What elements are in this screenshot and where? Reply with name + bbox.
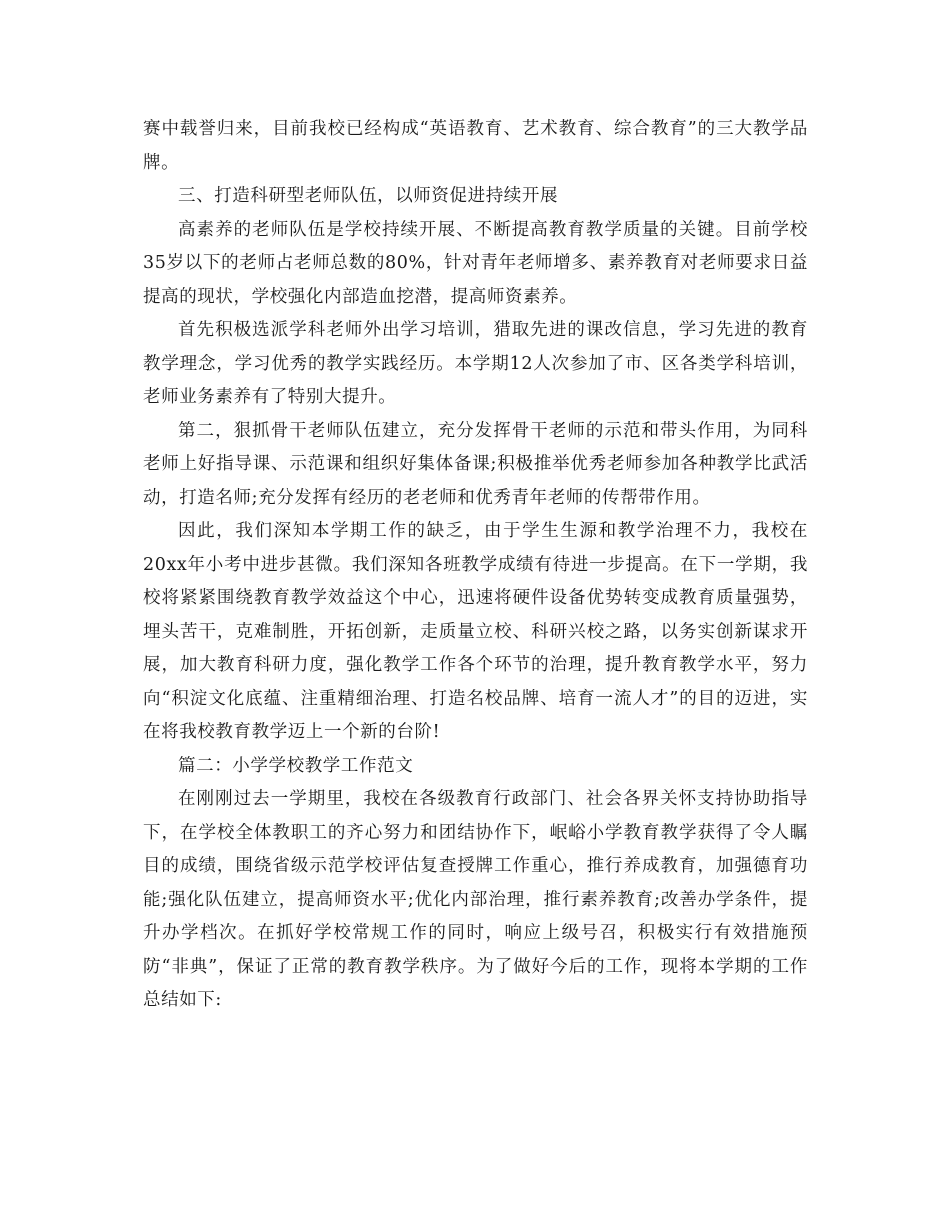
paragraph: 第二，狠抓骨干老师队伍建立，充分发挥骨干老师的示范和带头作用，为同科老师上好指导课、示范课和组织好集体备课;积极推举优秀老师参加各种教学比武活动，打造名师;充分发挥有经历的老老师和优秀青年老师的传帮带作用。 — [143, 420, 808, 508]
paragraph: 高素养的老师队伍是学校持续开展、不断提高教育教学质量的关键。目前学校35岁以下的老师占老师总数的80%，针对青年老师增多、素养教育对老师要求日益提高的现状，学校强化内部造血挖潜，提高师资素养。 — [143, 219, 808, 307]
document-page — [143, 113, 808, 1018]
paragraph: 因此，我们深知本学期工作的缺乏，由于学生生源和教学治理不力，我校在20xx年小考中进步甚微。我们深知各班教学成绩有待进一步提高。在下一学期，我校将紧紧围绕教育教学效益这个中心，迅速将硬件设备优势转变成教育质量强势，埋头苦干，克难制胜，开拓创新，走质量立校、科研兴校之路，以务实创新谋求开展，加大教育科研力度，强化教学工作各个环节的治理，提升教育教学水平，努力向“积淀文化底蕴、注重精细治理、打造名校品牌、培育一流人才”的目的迈进，实在将我校教育教学迈上一个新的台阶! — [143, 521, 808, 742]
paragraph: 首先积极选派学科老师外出学习培训，猎取先进的课改信息，学习先进的教育教学理念，学习优秀的教学实践经历。本学期12人次参加了市、区各类学科培训，老师业务素养有了特别大提升。 — [143, 320, 808, 407]
paragraph: 在刚刚过去一学期里，我校在各级教育行政部门、社会各界关怀支持协助指导下，在学校全体教职工的齐心努力和团结协作下，岷峪小学教育教学获得了令人瞩目的成绩，围绕省级示范学校评估复查授牌工作重心，推行养成教育，加强德育功能;强化队伍建立，提高师资水平;优化内部治理，推行素养教育;改善办学条件，提升办学档次。在抓好学校常规工作的同时，响应上级号召，积极实行有效措施预防“非典”，保证了正常的教育教学秩序。为了做好今后的工作，现将本学期的工作总结如下: — [143, 789, 808, 1010]
section-heading: 三、打造科研型老师队伍，以师资促进持续开展 — [178, 186, 559, 206]
article-heading: 篇二：小学学校教学工作范文 — [178, 755, 414, 776]
paragraph-continuation: 赛中载誉归来，目前我校已经构成“英语教育、艺术教育、综合教育”的三大教学品牌。 — [143, 119, 808, 173]
